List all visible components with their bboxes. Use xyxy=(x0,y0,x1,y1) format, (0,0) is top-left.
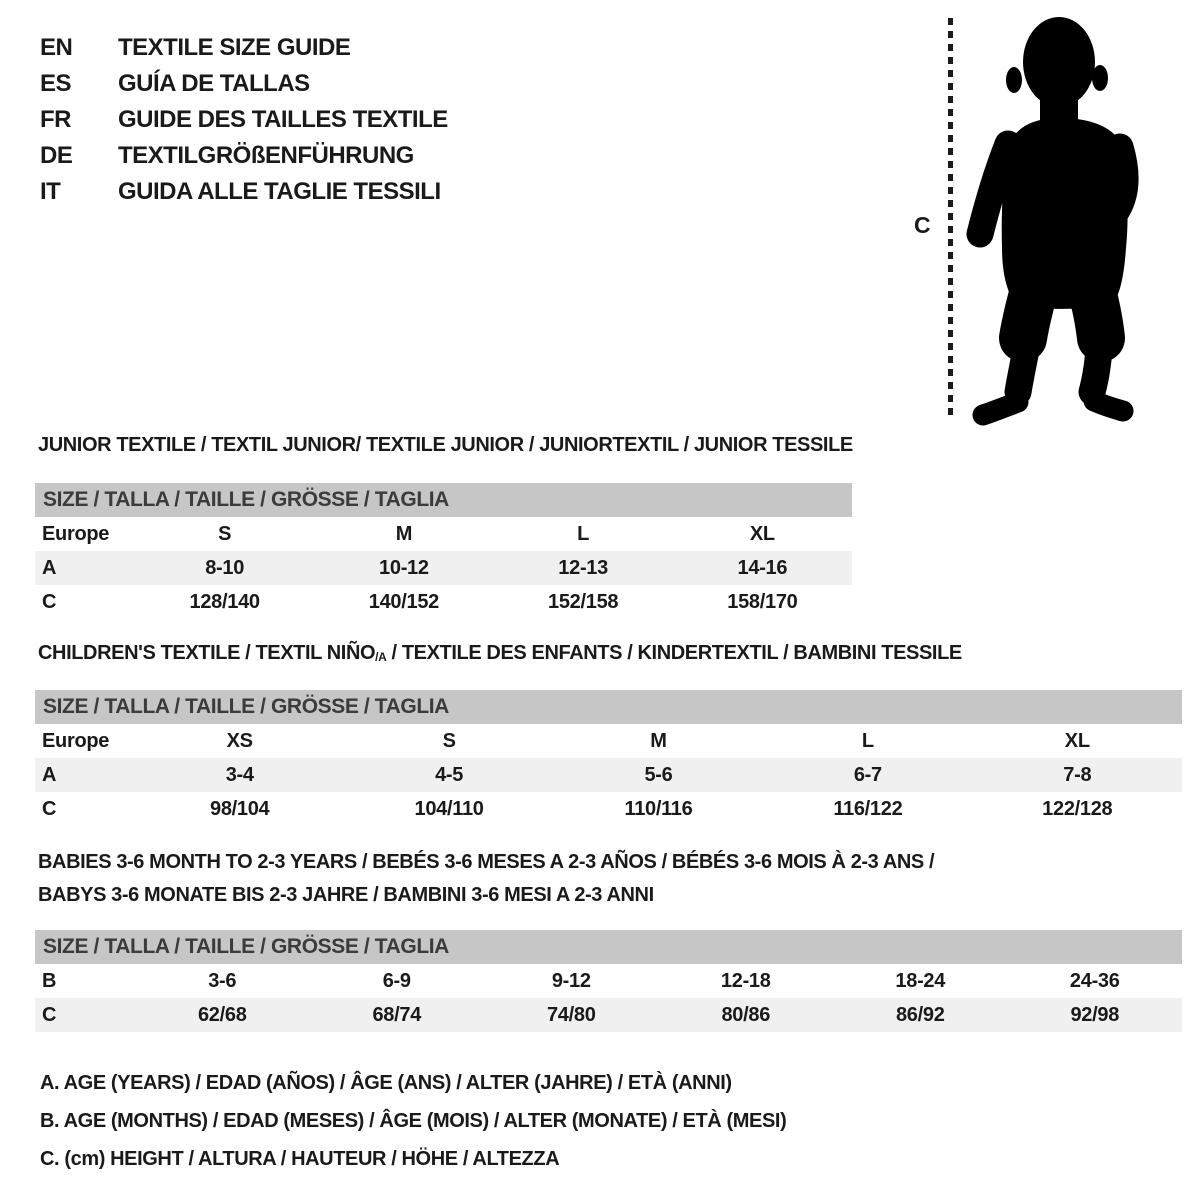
babies-section-title xyxy=(38,846,934,912)
height-cell: 92/98 xyxy=(1070,1003,1120,1026)
size-header-label: SIZE / TALLA / TAILLE / GRÖSSE / TAGLIA xyxy=(43,935,449,958)
age-cell: 9-12 xyxy=(551,969,591,992)
language-code: EN xyxy=(40,34,73,61)
legend-height-cm: C. (cm) HEIGHT / ALTURA / HAUTEUR / HÖHE / ALTEZZA xyxy=(40,1148,560,1170)
language-row-it xyxy=(40,174,448,210)
age-cell: 6-7 xyxy=(853,763,882,786)
language-code: IT xyxy=(40,178,61,205)
size-header-bar xyxy=(35,930,1182,964)
language-code: ES xyxy=(40,70,72,97)
language-list xyxy=(40,30,448,210)
age-cell: 4-5 xyxy=(435,763,464,786)
height-cell: 110/116 xyxy=(624,797,693,820)
height-cell: 122/128 xyxy=(1042,797,1113,820)
age-cell: 12-13 xyxy=(558,556,608,579)
size-cell: XL xyxy=(1064,729,1090,752)
row-label: B xyxy=(42,969,57,992)
children-section-title xyxy=(38,642,962,665)
age-cell: 10-12 xyxy=(379,556,429,579)
row-label: Europe xyxy=(42,729,110,752)
size-cell: M xyxy=(395,522,413,545)
table-row xyxy=(35,517,852,551)
height-cell: 68/74 xyxy=(372,1003,422,1026)
measurement-legend xyxy=(40,1064,786,1178)
size-header-bar xyxy=(35,690,1182,724)
table-row xyxy=(35,724,1182,758)
row-label: Europe xyxy=(42,522,110,545)
guide-title-de: TEXTILGRÖßENFÜHRUNG xyxy=(118,142,414,169)
junior-size-table xyxy=(35,483,852,619)
children-title-text: / TEXTILE DES ENFANTS / KINDERTEXTIL / BAMBINI TESSILE xyxy=(386,642,962,664)
table-row xyxy=(35,758,1182,792)
row-label: C xyxy=(42,797,57,820)
size-header-label: SIZE / TALLA / TAILLE / GRÖSSE / TAGLIA xyxy=(43,488,449,511)
table-row xyxy=(35,792,1182,826)
guide-title-fr: GUIDE DES TAILLES TEXTILE xyxy=(118,106,448,133)
height-cell: 104/110 xyxy=(414,797,484,820)
legend-age-months: B. AGE (MONTHS) / EDAD (MESES) / ÂGE (MOIS) / ALTER (MONATE) / ETÀ (MESI) xyxy=(40,1110,787,1132)
children-size-table xyxy=(35,690,1182,826)
height-cell: 74/80 xyxy=(546,1003,596,1026)
height-measure-label: C xyxy=(914,212,931,238)
age-cell: 3-6 xyxy=(208,969,237,992)
size-header-bar xyxy=(35,483,852,517)
age-cell: 14-16 xyxy=(737,556,788,579)
height-cell: 62/68 xyxy=(197,1003,247,1026)
height-cell: 98/104 xyxy=(210,797,270,820)
size-cell: L xyxy=(577,522,590,545)
height-cell: 152/158 xyxy=(548,590,619,613)
language-row-fr xyxy=(40,102,448,138)
height-cell: 80/86 xyxy=(721,1003,771,1026)
age-cell: 12-18 xyxy=(720,969,771,992)
age-cell: 24-36 xyxy=(1069,969,1120,992)
row-label: A xyxy=(42,763,57,786)
height-cell: 140/152 xyxy=(368,590,439,613)
guide-title-it: GUIDA ALLE TAGLIE TESSILI xyxy=(118,178,441,205)
height-cell: 158/170 xyxy=(727,590,798,613)
language-row-de xyxy=(40,138,448,174)
babies-size-table xyxy=(35,930,1182,1032)
age-cell: 6-9 xyxy=(382,969,411,992)
size-cell: S xyxy=(218,522,232,545)
age-cell: 18-24 xyxy=(895,969,946,992)
row-label: C xyxy=(42,1003,57,1026)
height-cell: 116/122 xyxy=(833,797,903,820)
size-cell: XL xyxy=(749,522,775,545)
language-code: FR xyxy=(40,106,71,133)
table-row xyxy=(35,551,852,585)
height-cell: 128/140 xyxy=(189,590,260,613)
row-label: C xyxy=(42,590,57,613)
size-cell: XS xyxy=(226,729,253,752)
junior-section-title: JUNIOR TEXTILE / TEXTIL JUNIOR/ TEXTILE JUNIOR / JUNIORTEXTIL / JUNIOR TESSILE xyxy=(38,434,853,456)
legend-age-years: A. AGE (YEARS) / EDAD (AÑOS) / ÂGE (ANS) / ALTER (JAHRE) / ETÀ (ANNI) xyxy=(40,1072,732,1094)
language-row-en xyxy=(40,30,448,66)
age-cell: 3-4 xyxy=(225,763,254,786)
age-cell: 7-8 xyxy=(1063,763,1092,786)
size-header-label: SIZE / TALLA / TAILLE / GRÖSSE / TAGLIA xyxy=(43,695,449,718)
babies-title-line2: BABYS 3-6 MONATE BIS 2-3 JAHRE / BAMBINI 3-6 MESI A 2-3 ANNI xyxy=(38,884,654,906)
guide-title-es: GUÍA DE TALLAS xyxy=(118,70,310,97)
size-cell: S xyxy=(442,729,456,752)
table-row xyxy=(35,964,1182,998)
height-cell: 86/92 xyxy=(895,1003,945,1026)
guide-title-en: TEXTILE SIZE GUIDE xyxy=(118,34,351,61)
table-row xyxy=(35,585,852,619)
children-title-text: CHILDREN'S TEXTILE / TEXTIL NIÑO xyxy=(38,642,376,664)
size-cell: M xyxy=(650,729,667,752)
language-code: DE xyxy=(40,142,73,169)
table-row xyxy=(35,998,1182,1032)
age-cell: 5-6 xyxy=(644,763,673,786)
babies-title-line1: BABIES 3-6 MONTH TO 2-3 YEARS / BEBÉS 3-6 MESES A 2-3 AÑOS / BÉBÉS 3-6 MOIS À 2-3 ANS / xyxy=(38,851,935,873)
row-label: A xyxy=(42,556,57,579)
children-title-subscript: /A xyxy=(375,650,387,665)
language-row-es xyxy=(40,66,448,102)
size-cell: L xyxy=(861,729,874,752)
age-cell: 8-10 xyxy=(205,556,245,579)
toddler-silhouette-icon xyxy=(950,8,1190,428)
